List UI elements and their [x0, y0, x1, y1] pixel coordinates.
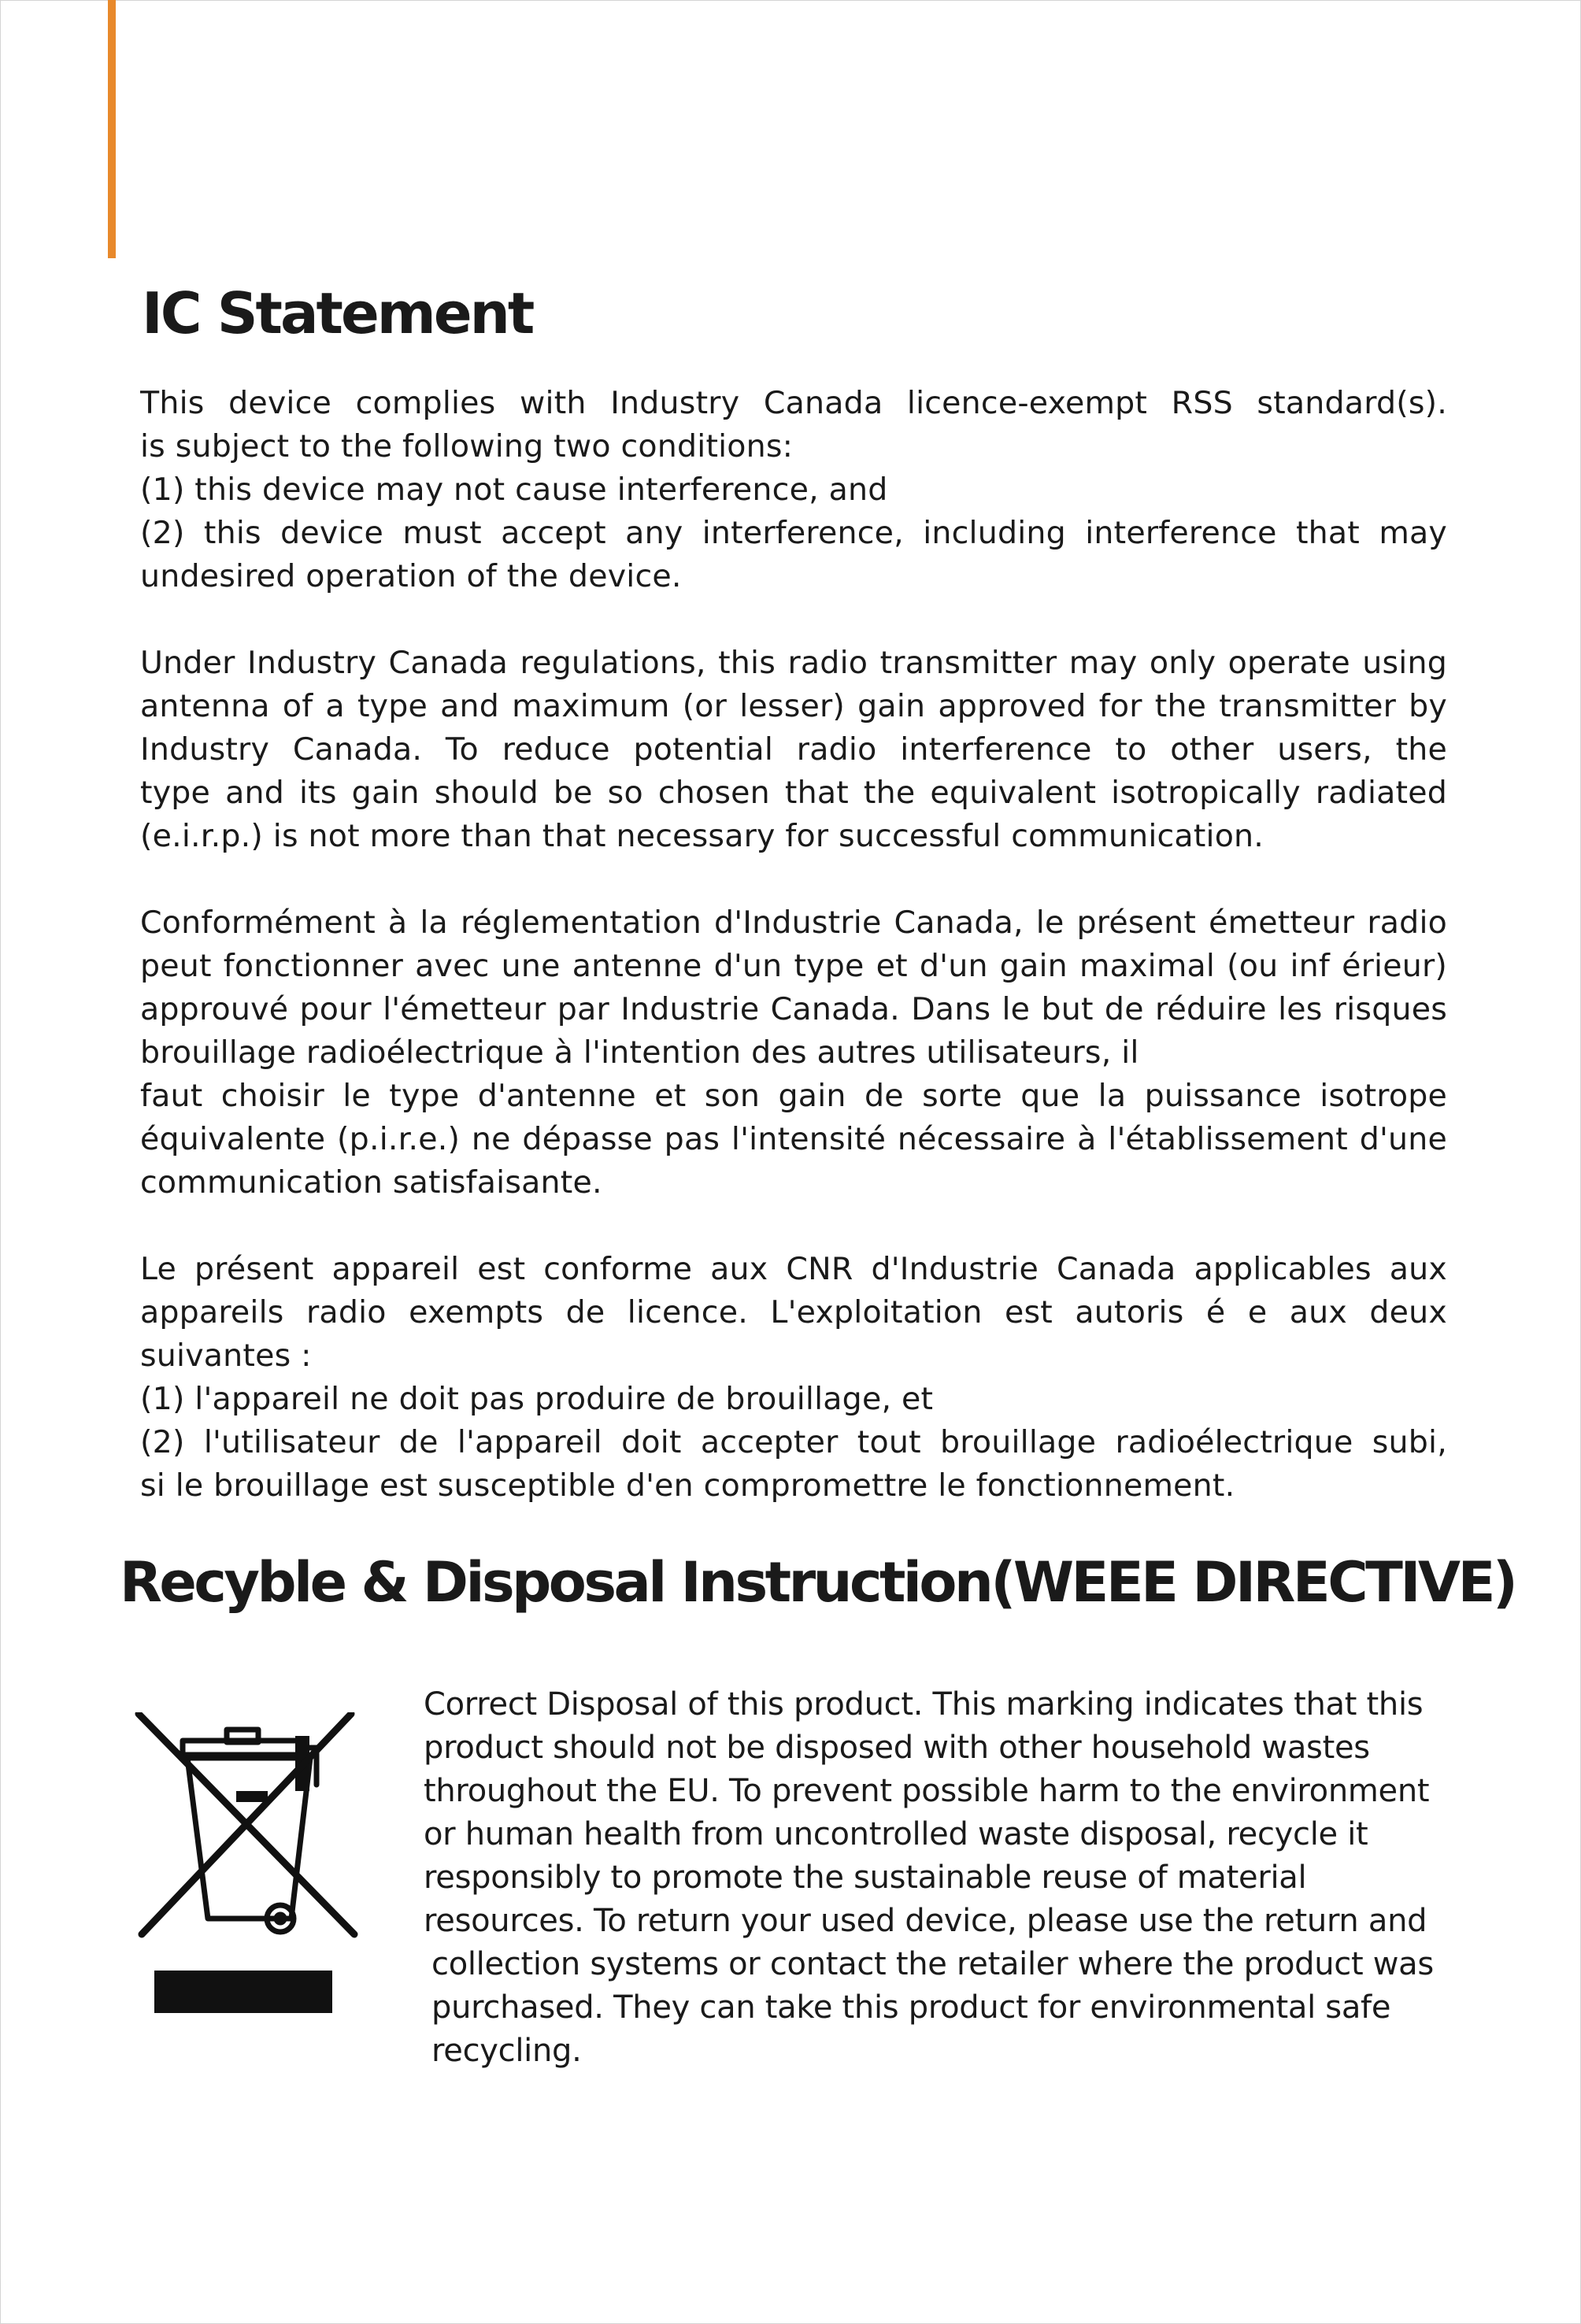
text-line: collection systems or contact the retailer where the product was — [431, 1946, 1434, 1982]
ic-statement-body — [140, 382, 1447, 1551]
text-line: faut choisir le type d'antenne et son gain de sorte que la puissance isotrope — [140, 1078, 1447, 1114]
ic-paragraph-2 — [140, 642, 1447, 858]
text-line: antenna of a type and maximum (or lesser) gain approved for the transmitter by — [140, 688, 1447, 724]
text-line: appareils radio exempts de licence. L'exploitation est autoris é e aux deux — [140, 1294, 1447, 1330]
text-line: purchased. They can take this product for environmental safe — [431, 1989, 1391, 2026]
ic-statement-title: IC Statement — [142, 280, 533, 346]
weee-title: Recyble & Disposal Instruction(WEEE DIRECTIVE) — [120, 1550, 1516, 1615]
ic-paragraph-3 — [140, 901, 1447, 1205]
text-line: (2) this device must accept any interference, including interference that may — [140, 515, 1447, 551]
text-line: recycling. — [431, 2033, 582, 2069]
text-line: Conformément à la réglementation d'Industrie Canada, le présent émetteur radio — [140, 905, 1447, 941]
text-line: communication satisfaisante. — [140, 1164, 602, 1201]
text-line: (1) this device may not cause interference, and — [140, 472, 888, 508]
weee-body — [424, 1683, 1434, 2073]
text-line: brouillage radioélectrique à l'intention des autres utilisateurs, il — [140, 1034, 1139, 1071]
text-line: responsibly to promote the sustainable reuse of material — [424, 1860, 1307, 1896]
text-line: Le présent appareil est conforme aux CNR d'Industrie Canada applicables aux — [140, 1251, 1447, 1287]
ic-paragraph-1 — [140, 382, 1447, 598]
text-line: Correct Disposal of this product. This marking indicates that this — [424, 1686, 1424, 1723]
text-line: (2) l'utilisateur de l'appareil doit accepter tout brouillage radioélectrique subi, — [140, 1424, 1447, 1460]
text-line: or human health from uncontrolled waste disposal, recycle it — [424, 1816, 1368, 1852]
text-line: This device complies with Industry Canada licence-exempt RSS standard(s). — [140, 385, 1447, 421]
text-line: approuvé pour l'émetteur par Industrie Canada. Dans le but de réduire les risques — [140, 991, 1447, 1027]
text-line: (1) l'appareil ne doit pas produire de brouillage, et — [140, 1381, 934, 1417]
text-line: Industry Canada. To reduce potential radio interference to other users, the — [140, 731, 1447, 768]
text-line: suivantes : — [140, 1338, 312, 1374]
text-line: équivalente (p.i.r.e.) ne dépasse pas l'intensité nécessaire à l'établissement d'une — [140, 1121, 1447, 1157]
text-line: si le brouillage est susceptible d'en compromettre le fonctionnement. — [140, 1467, 1235, 1504]
text-line: Under Industry Canada regulations, this radio transmitter may only operate using — [140, 645, 1447, 681]
text-line: undesired operation of the device. — [140, 558, 682, 594]
ic-paragraph-4 — [140, 1248, 1447, 1508]
text-line: product should not be disposed with other household wastes — [424, 1730, 1370, 1766]
text-line: throughout the EU. To prevent possible harm to the environment — [424, 1773, 1430, 1809]
text-line: (e.i.r.p.) is not more than that necessary for successful communication. — [140, 818, 1264, 854]
text-line: type and its gain should be so chosen that the equivalent isotropically radiated — [140, 775, 1447, 811]
crossed-out-wheelie-bin-icon — [134, 1712, 362, 2027]
accent-bar — [108, 0, 116, 258]
text-line: resources. To return your used device, please use the return and — [424, 1903, 1427, 1939]
text-line: is subject to the following two conditions: — [140, 428, 794, 464]
text-line: peut fonctionner avec une antenne d'un type et d'un gain maximal (ou inf érieur) — [140, 948, 1447, 984]
